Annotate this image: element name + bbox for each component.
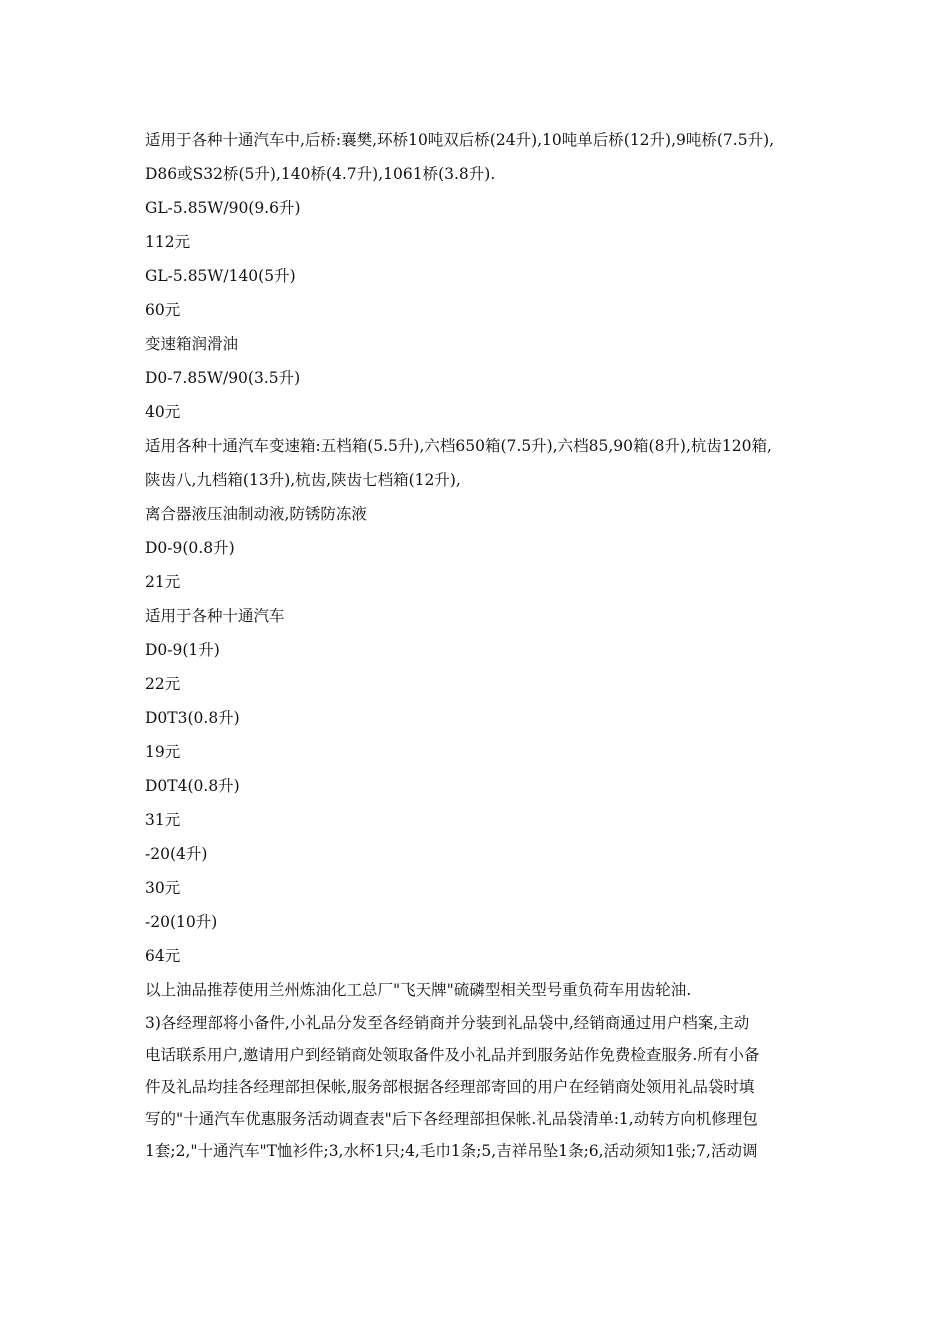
text-line: 60元 [145, 301, 181, 319]
text-line: D0-7.85W/90(3.5升) [145, 369, 301, 387]
text-line: D0T3(0.8升) [145, 709, 240, 727]
text-line: 40元 [145, 403, 181, 421]
text-line: 适用于各种十通汽车中,后桥:襄樊,环桥10吨双后桥(24升),10吨单后桥(12升),9吨桥(7.5升), [145, 131, 775, 149]
text-line: 适用各种十通汽车变速箱:五档箱(5.5升),六档650箱(7.5升),六档85,90箱(8升),杭齿120箱, [145, 437, 772, 455]
text-line: 适用于各种十通汽车 [145, 607, 285, 625]
text-line: 变速箱润滑油 [145, 335, 239, 353]
text-line: GL-5.85W/90(9.6升) [145, 199, 301, 217]
document-body [145, 123, 815, 1167]
text-line: 件及礼品均挂各经理部担保帐,服务部根据各经理部寄回的用户在经销商处领用礼品袋时填 [145, 1078, 755, 1096]
text-line: D0-9(0.8升) [145, 539, 235, 557]
text-line: 31元 [145, 811, 181, 829]
text-line: 陕齿八,九档箱(13升),杭齿,陕齿七档箱(12升), [145, 471, 461, 489]
text-line: 1套;2,"十通汽车"T恤衫件;3,水杯1只;4,毛巾1条;5,吉祥吊坠1条;6,活动须知1张;7,活动调 [145, 1142, 758, 1160]
text-line: 64元 [145, 947, 181, 965]
text-line: 22元 [145, 675, 181, 693]
text-line: 写的"十通汽车优惠服务活动调查表"后下各经理部担保帐.礼品袋清单:1,动转方向机修理包 [145, 1110, 758, 1128]
text-line: D0T4(0.8升) [145, 777, 240, 795]
text-line: 3)各经理部将小备件,小礼品分发至各经销商并分装到礼品袋中,经销商通过用户档案,主动 [145, 1014, 750, 1032]
text-line: 电话联系用户,邀请用户到经销商处领取备件及小礼品并到服务站作免费检查服务.所有小备 [145, 1046, 760, 1064]
text-line: 离合器液压油制动液,防锈防冻液 [145, 505, 367, 523]
text-line: 112元 [145, 233, 191, 251]
text-line: GL-5.85W/140(5升) [145, 267, 296, 285]
text-line: 30元 [145, 879, 181, 897]
text-line: 19元 [145, 743, 181, 761]
text-line: -20(4升) [145, 845, 208, 863]
text-line: 以上油品推荐使用兰州炼油化工总厂"飞天牌"硫磷型相关型号重负荷车用齿轮油. [145, 981, 692, 999]
text-line: D0-9(1升) [145, 641, 220, 659]
text-line: D86或S32桥(5升),140桥(4.7升),1061桥(3.8升). [145, 165, 496, 183]
text-line: -20(10升) [145, 913, 218, 931]
text-line: 21元 [145, 573, 181, 591]
